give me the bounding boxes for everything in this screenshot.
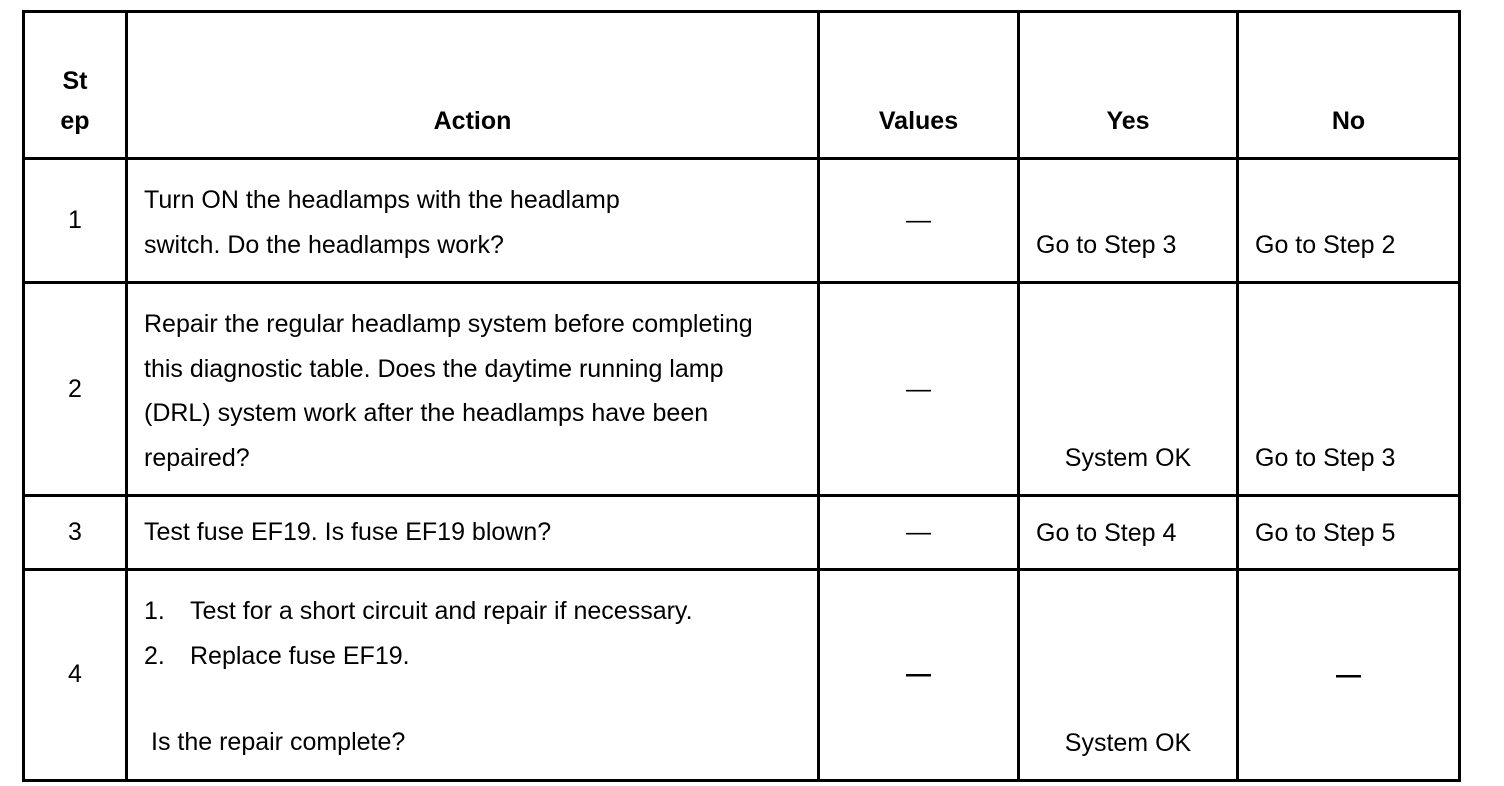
values-cell: —: [819, 159, 1019, 283]
step-number: 2: [24, 283, 127, 496]
step-number: 3: [24, 496, 127, 570]
action-list: [144, 589, 801, 678]
no-cell: —: [1238, 570, 1460, 781]
no-cell: Go to Step 2: [1238, 159, 1460, 283]
yes-cell: Go to Step 4: [1019, 496, 1238, 570]
list-item: [144, 634, 801, 679]
header-step: Step: [24, 12, 127, 159]
header-row: [24, 12, 1460, 159]
table-row: [24, 496, 1460, 570]
action-cell: [127, 570, 819, 781]
action-text: Repair the regular headlamp system before completing this diagnostic table. Does the daytime running lamp (DRL) system work after the headlamps have been repaired?: [127, 283, 819, 496]
table-row: [24, 283, 1460, 496]
header-action: Action: [127, 12, 819, 159]
action-text: Test fuse EF19. Is fuse EF19 blown?: [127, 496, 819, 570]
values-cell: —: [819, 283, 1019, 496]
list-item: [144, 589, 801, 634]
no-cell: Go to Step 5: [1238, 496, 1460, 570]
header-values: Values: [819, 12, 1019, 159]
table-row: [24, 159, 1460, 283]
step-number: 1: [24, 159, 127, 283]
no-cell: Go to Step 3: [1238, 283, 1460, 496]
table-row: [24, 570, 1460, 781]
action-question: Is the repair complete?: [151, 728, 406, 756]
yes-cell: Go to Step 3: [1019, 159, 1238, 283]
values-cell: —: [819, 496, 1019, 570]
values-cell: —: [819, 570, 1019, 781]
diagnostic-table: [22, 10, 1461, 782]
list-item-text: Replace fuse EF19.: [190, 641, 410, 670]
list-item-text: Test for a short circuit and repair if necessary.: [190, 597, 693, 625]
header-no: No: [1238, 12, 1460, 159]
action-text: Turn ON the headlamps with the headlamp switch. Do the headlamps work?: [127, 159, 819, 283]
yes-cell: System OK: [1019, 570, 1238, 781]
list-item-number: 2.: [144, 641, 165, 670]
yes-cell: System OK: [1019, 283, 1238, 496]
step-number: 4: [24, 570, 127, 781]
list-item-number: 1.: [144, 597, 165, 625]
header-yes: Yes: [1019, 12, 1238, 159]
